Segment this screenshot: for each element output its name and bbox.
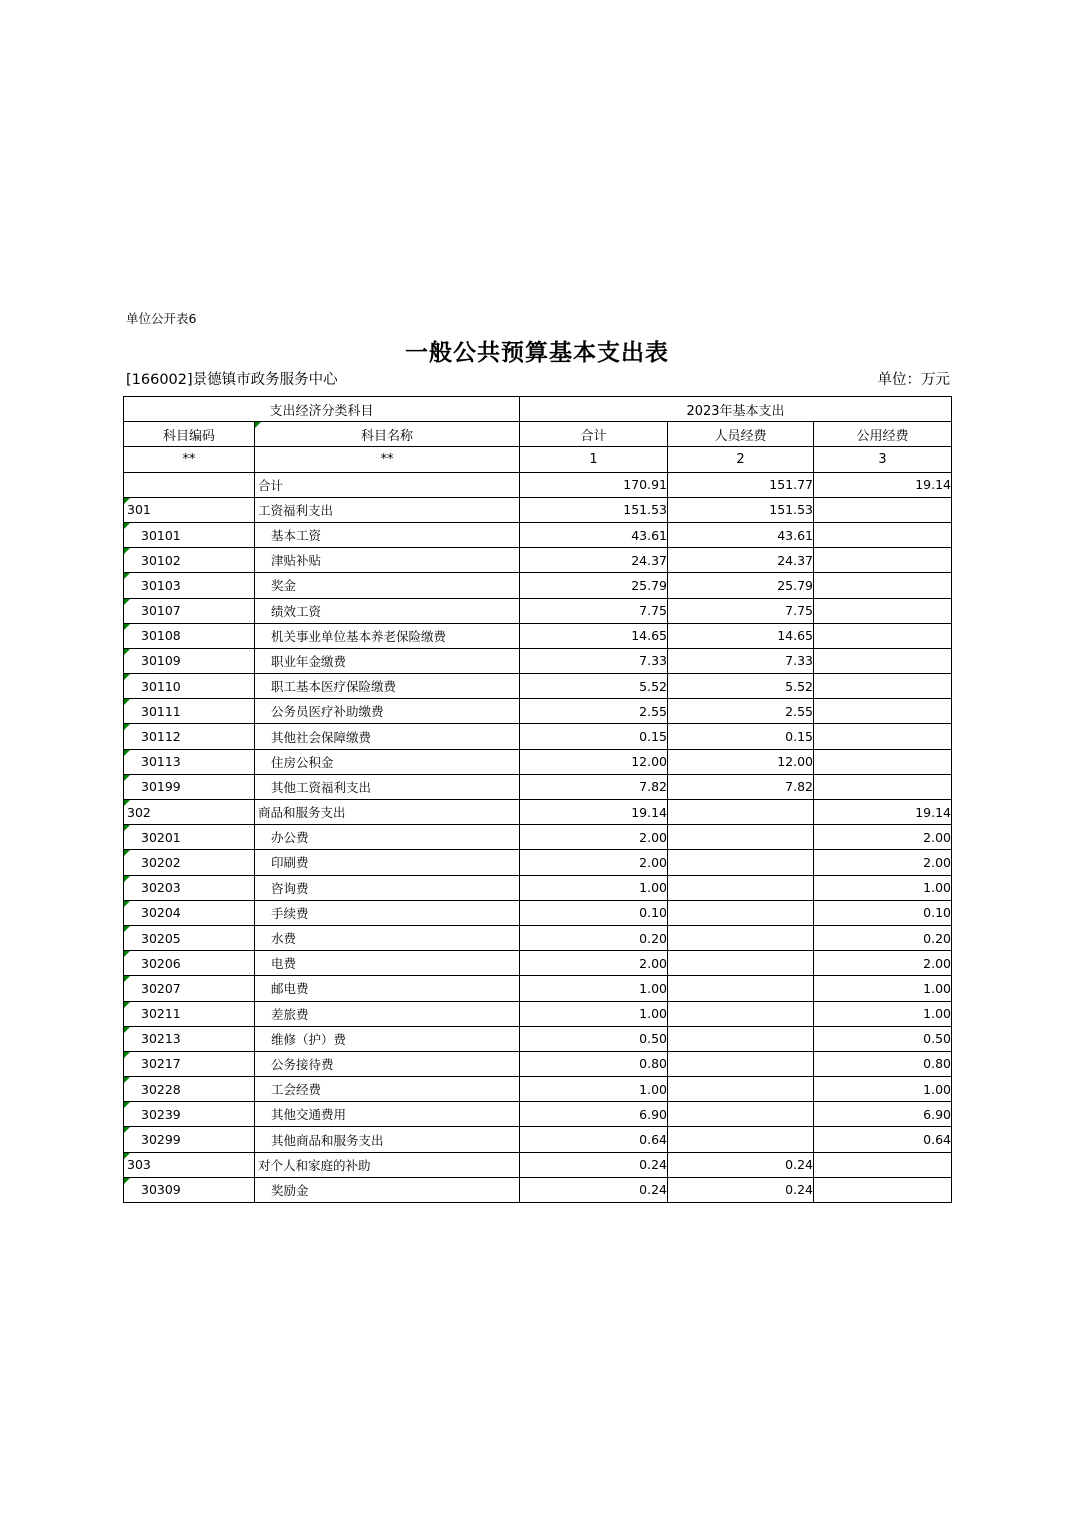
subject-code: 30204 — [141, 905, 181, 921]
code-cell — [124, 724, 255, 749]
table-row — [124, 674, 952, 699]
name-cell — [255, 1152, 520, 1177]
total-cell: 0.80 — [520, 1051, 668, 1076]
subject-code: 30299 — [141, 1132, 181, 1148]
subject-name: 绩效工资 — [271, 603, 322, 619]
name-cell — [255, 1177, 520, 1202]
unit-label: 单位：万元 — [877, 372, 950, 388]
subject-name: 邮电费 — [271, 981, 309, 997]
subject-code: 30199 — [141, 779, 181, 795]
subject-code: 30103 — [141, 577, 181, 593]
subject-code: 303 — [127, 1157, 151, 1173]
subject-code: 30202 — [141, 854, 181, 870]
public-cell: 1.00 — [814, 1001, 952, 1026]
cell-error-indicator-icon — [124, 599, 130, 605]
table-row — [124, 1127, 952, 1152]
cell-error-indicator-icon — [124, 825, 130, 831]
personnel-cell: 14.65 — [668, 623, 814, 648]
personnel-cell — [668, 800, 814, 825]
col-header-name — [255, 422, 520, 447]
name-cell — [255, 749, 520, 774]
subject-name: 职工基本医疗保险缴费 — [271, 679, 397, 695]
subject-code: 30112 — [141, 729, 181, 745]
name-cell — [255, 598, 520, 623]
cell-error-indicator-icon — [124, 498, 130, 504]
cell-error-indicator-icon — [124, 976, 130, 982]
total-cell: 6.90 — [520, 1102, 668, 1127]
public-cell: 6.90 — [814, 1102, 952, 1127]
cell-error-indicator-icon — [124, 750, 130, 756]
subject-code: 30101 — [141, 527, 181, 543]
name-cell — [255, 825, 520, 850]
subject-code: 30102 — [141, 552, 181, 568]
total-cell: 25.79 — [520, 573, 668, 598]
subject-code: 30111 — [141, 703, 181, 719]
name-cell — [255, 674, 520, 699]
subject-code: 30211 — [141, 1006, 181, 1022]
personnel-cell — [668, 925, 814, 950]
subject-code: 30207 — [141, 980, 181, 996]
code-cell — [124, 774, 255, 799]
subject-code: 30110 — [141, 678, 181, 694]
table-row — [124, 1152, 952, 1177]
subject-code: 302 — [127, 804, 151, 820]
total-cell: 43.61 — [520, 522, 668, 547]
code-cell — [124, 522, 255, 547]
subject-name: 奖励金 — [271, 1182, 309, 1198]
subject-name: 手续费 — [271, 905, 309, 921]
total-cell: 2.55 — [520, 699, 668, 724]
subject-name: 咨询费 — [271, 880, 309, 896]
cell-error-indicator-icon — [124, 1002, 130, 1008]
code-cell — [124, 648, 255, 673]
cell-error-indicator-icon — [124, 1052, 130, 1058]
total-cell: 2.00 — [520, 825, 668, 850]
personnel-cell — [668, 1077, 814, 1102]
code-cell — [124, 548, 255, 573]
total-cell: 1.00 — [520, 875, 668, 900]
code-cell — [124, 1001, 255, 1026]
name-cell — [255, 1077, 520, 1102]
code-cell — [124, 699, 255, 724]
public-cell — [814, 548, 952, 573]
personnel-cell — [668, 976, 814, 1001]
table-row — [124, 1102, 952, 1127]
total-cell: 0.20 — [520, 925, 668, 950]
subject-name: 其他工资福利支出 — [271, 779, 372, 795]
subject-name: 奖金 — [271, 578, 297, 594]
group-header-row — [124, 397, 952, 422]
cell-error-indicator-icon — [124, 573, 130, 579]
public-cell — [814, 648, 952, 673]
subject-name: 基本工资 — [271, 528, 322, 544]
personnel-cell — [668, 1102, 814, 1127]
name-cell — [255, 648, 520, 673]
table-row — [124, 548, 952, 573]
name-cell — [255, 900, 520, 925]
subject-name: 工会经费 — [271, 1082, 322, 1098]
personnel-cell — [668, 1127, 814, 1152]
cell-error-indicator-icon — [124, 1153, 130, 1159]
public-cell — [814, 724, 952, 749]
public-cell: 19.14 — [814, 800, 952, 825]
subject-code: 30203 — [141, 880, 181, 896]
public-cell — [814, 598, 952, 623]
total-cell: 0.15 — [520, 724, 668, 749]
personnel-cell — [668, 951, 814, 976]
table-row — [124, 875, 952, 900]
personnel-cell — [668, 900, 814, 925]
public-cell: 2.00 — [814, 825, 952, 850]
subject-code: 30113 — [141, 754, 181, 770]
total-cell: 2.00 — [520, 850, 668, 875]
public-cell: 19.14 — [814, 472, 952, 497]
table-meta-row — [126, 368, 950, 389]
name-cell — [255, 850, 520, 875]
total-cell: 1.00 — [520, 1001, 668, 1026]
budget-table — [123, 396, 952, 1203]
table-row — [124, 951, 952, 976]
public-cell: 0.80 — [814, 1051, 952, 1076]
cell-error-indicator-icon — [124, 1178, 130, 1184]
subject-code: 30217 — [141, 1056, 181, 1072]
code-cell — [124, 875, 255, 900]
total-cell: 0.24 — [520, 1177, 668, 1202]
public-cell — [814, 497, 952, 522]
personnel-cell: 7.75 — [668, 598, 814, 623]
cell-error-indicator-icon — [124, 800, 130, 806]
personnel-cell — [668, 850, 814, 875]
public-cell — [814, 623, 952, 648]
cell-error-indicator-icon — [124, 1127, 130, 1133]
cell-error-indicator-icon — [124, 649, 130, 655]
code-cell — [124, 1026, 255, 1051]
total-cell: 7.82 — [520, 774, 668, 799]
personnel-cell: 43.61 — [668, 522, 814, 547]
subject-code: 30205 — [141, 930, 181, 946]
table-row — [124, 598, 952, 623]
table-row — [124, 1077, 952, 1102]
public-cell: 1.00 — [814, 976, 952, 1001]
cell-error-indicator-icon — [124, 926, 130, 932]
personnel-cell: 0.24 — [668, 1177, 814, 1202]
public-cell — [814, 1152, 952, 1177]
name-cell — [255, 573, 520, 598]
name-cell — [255, 1127, 520, 1152]
cell-error-indicator-icon — [124, 1102, 130, 1108]
personnel-cell: 151.77 — [668, 472, 814, 497]
table-row — [124, 497, 952, 522]
table-row — [124, 774, 952, 799]
personnel-cell: 7.82 — [668, 774, 814, 799]
total-cell: 24.37 — [520, 548, 668, 573]
cell-error-indicator-icon — [124, 951, 130, 957]
subject-code: 301 — [127, 502, 151, 518]
subject-name: 其他交通费用 — [271, 1107, 347, 1123]
subject-name: 其他商品和服务支出 — [271, 1132, 384, 1148]
total-cell: 5.52 — [520, 674, 668, 699]
table-row — [124, 976, 952, 1001]
name-cell — [255, 1001, 520, 1026]
table-row — [124, 800, 952, 825]
total-cell: 151.53 — [520, 497, 668, 522]
col-header-public: 公用经费 — [814, 422, 952, 447]
name-cell — [255, 699, 520, 724]
subject-code: 30107 — [141, 603, 181, 619]
cell-error-indicator-icon — [124, 724, 130, 730]
index-header-row — [124, 447, 952, 472]
code-cell — [124, 1152, 255, 1177]
total-cell: 170.91 — [520, 472, 668, 497]
cell-error-indicator-icon — [124, 523, 130, 529]
col-header-name-label: 科目名称 — [361, 428, 414, 444]
table-row — [124, 699, 952, 724]
code-cell — [124, 925, 255, 950]
personnel-cell — [668, 825, 814, 850]
cell-error-indicator-icon — [124, 850, 130, 856]
cell-error-indicator-icon — [124, 699, 130, 705]
name-cell — [255, 1026, 520, 1051]
name-cell — [255, 497, 520, 522]
name-cell — [255, 976, 520, 1001]
cell-error-indicator-icon — [124, 674, 130, 680]
table-row — [124, 648, 952, 673]
subject-name: 机关事业单位基本养老保险缴费 — [271, 628, 447, 644]
public-cell: 1.00 — [814, 1077, 952, 1102]
table-row — [124, 825, 952, 850]
total-cell: 0.64 — [520, 1127, 668, 1152]
table-row — [124, 900, 952, 925]
cell-error-indicator-icon — [255, 422, 261, 428]
subject-code: 30108 — [141, 628, 181, 644]
cell-error-indicator-icon — [124, 548, 130, 554]
name-cell — [255, 925, 520, 950]
total-cell: 0.50 — [520, 1026, 668, 1051]
name-cell — [255, 1051, 520, 1076]
code-cell — [124, 900, 255, 925]
page-title: 一般公共预算基本支出表 — [405, 340, 669, 366]
subject-name: 住房公积金 — [271, 754, 334, 770]
total-cell: 1.00 — [520, 1077, 668, 1102]
code-cell — [124, 951, 255, 976]
subject-name: 办公费 — [271, 830, 309, 846]
table-row — [124, 1051, 952, 1076]
personnel-cell: 0.15 — [668, 724, 814, 749]
total-cell: 14.65 — [520, 623, 668, 648]
subject-name: 维修（护）费 — [271, 1031, 347, 1047]
total-cell: 2.00 — [520, 951, 668, 976]
group-header-year: 2023年基本支出 — [520, 397, 952, 422]
name-cell — [255, 548, 520, 573]
code-cell — [124, 497, 255, 522]
public-cell — [814, 774, 952, 799]
name-cell — [255, 800, 520, 825]
public-cell: 0.50 — [814, 1026, 952, 1051]
cell-error-indicator-icon — [124, 901, 130, 907]
index-cell-code: ** — [124, 447, 255, 472]
code-cell — [124, 800, 255, 825]
public-cell — [814, 749, 952, 774]
personnel-cell: 0.24 — [668, 1152, 814, 1177]
subject-name: 合计 — [258, 477, 284, 493]
code-cell — [124, 623, 255, 648]
personnel-cell — [668, 1051, 814, 1076]
subject-code: 30309 — [141, 1182, 181, 1198]
personnel-cell: 5.52 — [668, 674, 814, 699]
personnel-cell: 7.33 — [668, 648, 814, 673]
personnel-cell: 151.53 — [668, 497, 814, 522]
subject-name: 工资福利支出 — [258, 502, 334, 518]
code-cell — [124, 472, 255, 497]
subject-name: 印刷费 — [271, 855, 309, 871]
name-cell — [255, 1102, 520, 1127]
col-header-personnel: 人员经费 — [668, 422, 814, 447]
form-number-label: 单位公开表6 — [126, 311, 197, 326]
index-cell-2: 2 — [668, 447, 814, 472]
table-row — [124, 1001, 952, 1026]
name-cell — [255, 875, 520, 900]
total-cell: 1.00 — [520, 976, 668, 1001]
code-cell — [124, 1102, 255, 1127]
subject-name: 津贴补贴 — [271, 553, 322, 569]
public-cell: 1.00 — [814, 875, 952, 900]
code-cell — [124, 749, 255, 774]
cell-error-indicator-icon — [124, 624, 130, 630]
subject-code: 30239 — [141, 1106, 181, 1122]
subject-name: 公务接待费 — [271, 1056, 334, 1072]
index-cell-name: ** — [255, 447, 520, 472]
table-row — [124, 472, 952, 497]
index-cell-3: 3 — [814, 447, 952, 472]
code-cell — [124, 1127, 255, 1152]
col-header-total: 合计 — [520, 422, 668, 447]
table-row — [124, 623, 952, 648]
name-cell — [255, 774, 520, 799]
subject-code: 30201 — [141, 829, 181, 845]
name-cell — [255, 623, 520, 648]
public-cell — [814, 1177, 952, 1202]
personnel-cell: 2.55 — [668, 699, 814, 724]
personnel-cell — [668, 1001, 814, 1026]
code-cell — [124, 573, 255, 598]
subject-code: 30213 — [141, 1031, 181, 1047]
name-cell — [255, 472, 520, 497]
total-cell: 0.24 — [520, 1152, 668, 1177]
cell-error-indicator-icon — [124, 1027, 130, 1033]
cell-error-indicator-icon — [124, 1077, 130, 1083]
public-cell — [814, 674, 952, 699]
code-cell — [124, 674, 255, 699]
subject-name: 水费 — [271, 931, 297, 947]
table-row — [124, 925, 952, 950]
personnel-cell: 25.79 — [668, 573, 814, 598]
public-cell — [814, 522, 952, 547]
table-row — [124, 1177, 952, 1202]
code-cell — [124, 825, 255, 850]
col-header-code: 科目编码 — [124, 422, 255, 447]
column-header-row — [124, 422, 952, 447]
personnel-cell: 24.37 — [668, 548, 814, 573]
subject-name: 对个人和家庭的补助 — [258, 1157, 371, 1173]
subject-name: 商品和服务支出 — [258, 805, 346, 821]
table-row — [124, 573, 952, 598]
code-cell — [124, 976, 255, 1001]
name-cell — [255, 522, 520, 547]
subject-code: 30228 — [141, 1081, 181, 1097]
public-cell — [814, 573, 952, 598]
public-cell: 2.00 — [814, 850, 952, 875]
personnel-cell: 12.00 — [668, 749, 814, 774]
total-cell: 19.14 — [520, 800, 668, 825]
subject-code: 30109 — [141, 653, 181, 669]
table-row — [124, 1026, 952, 1051]
table-row — [124, 850, 952, 875]
subject-name: 公务员医疗补助缴费 — [271, 704, 384, 720]
personnel-cell — [668, 875, 814, 900]
code-cell — [124, 850, 255, 875]
subject-name: 其他社会保障缴费 — [271, 729, 372, 745]
public-cell: 0.10 — [814, 900, 952, 925]
group-header-subject: 支出经济分类科目 — [124, 397, 520, 422]
public-cell: 0.20 — [814, 925, 952, 950]
public-cell: 2.00 — [814, 951, 952, 976]
cell-error-indicator-icon — [124, 876, 130, 882]
table-row — [124, 522, 952, 547]
org-code-name: [166002]景德镇市政务服务中心 — [126, 372, 338, 388]
total-cell: 0.10 — [520, 900, 668, 925]
public-cell: 0.64 — [814, 1127, 952, 1152]
code-cell — [124, 1177, 255, 1202]
table-row — [124, 749, 952, 774]
personnel-cell — [668, 1026, 814, 1051]
public-cell — [814, 699, 952, 724]
total-cell: 7.33 — [520, 648, 668, 673]
index-cell-1: 1 — [520, 447, 668, 472]
total-cell: 7.75 — [520, 598, 668, 623]
subject-name: 职业年金缴费 — [271, 653, 347, 669]
subject-code: 30206 — [141, 955, 181, 971]
subject-name: 差旅费 — [271, 1006, 309, 1022]
name-cell — [255, 951, 520, 976]
code-cell — [124, 598, 255, 623]
total-cell: 12.00 — [520, 749, 668, 774]
code-cell — [124, 1051, 255, 1076]
cell-error-indicator-icon — [124, 775, 130, 781]
code-cell — [124, 1077, 255, 1102]
table-row — [124, 724, 952, 749]
subject-name: 电费 — [271, 956, 297, 972]
name-cell — [255, 724, 520, 749]
